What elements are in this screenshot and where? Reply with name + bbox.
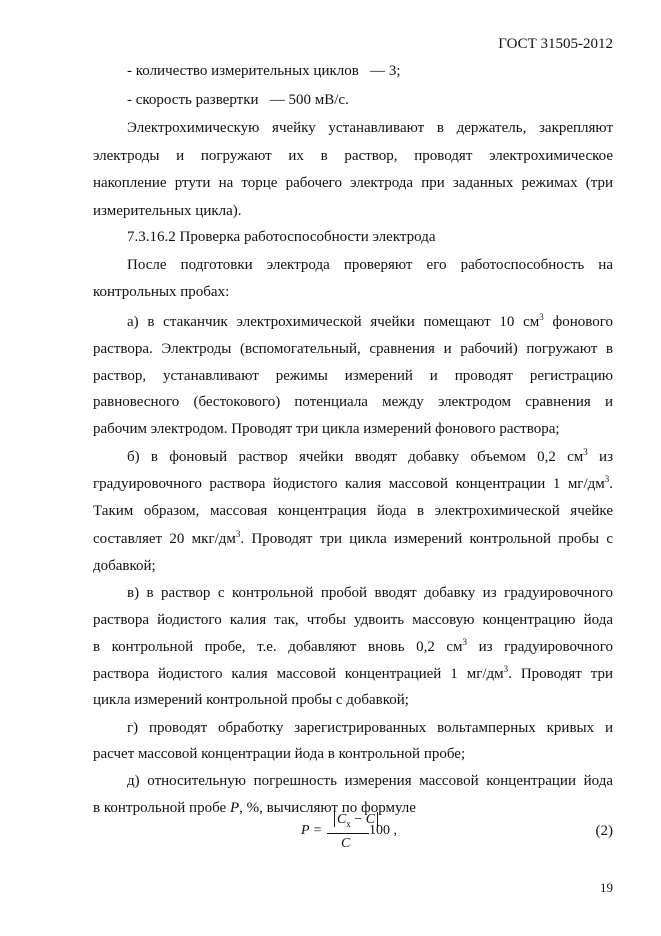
formula-relative-error (301, 812, 421, 862)
param-speed (127, 90, 349, 110)
item-c-line-2: раствора йодистого калия так, чтобы удвоить массовую концентрацию йода (93, 612, 613, 628)
item-a-line-4: равновесного (бестокового) потенциала между электродом сравнения и (93, 394, 613, 410)
item-d-line-2: расчет массовой концентрации йода в контрольной пробе; (93, 746, 466, 762)
item-c-line-1: в) в раствор с контрольной пробой вводят добавку из градуировочного (127, 585, 613, 601)
param-cycles (127, 61, 401, 81)
item-e-line-1: д) относительную погрешность измерения массовой концентрации йода (127, 773, 613, 789)
item-c-line-4: раствора йодистого калия массовой концентрацией 1 $мг/дм^3$. Проводят три (93, 664, 613, 682)
formula-numerator: $C_x - C$ (329, 812, 383, 829)
item-b-line-1: б) в фоновый раствор ячейки вводят добавку объемом 0,2 $см^3$ из (127, 447, 614, 465)
formula-tail: 100 , (369, 823, 397, 838)
document-code: ГОСТ 31505-2012 (498, 36, 613, 52)
item-c-line-5: цикла измерений контрольной пробы с добавкой; (93, 692, 409, 708)
item-b-line-3: Таким образом, массовая концентрация йода в электрохимической ячейке (93, 503, 613, 519)
cell-para-line-1: Электрохимическую ячейку устанавливают в держатель, закрепляют (127, 120, 613, 136)
item-b-line-2: градуировочного раствора йодистого калия массовой концентрации 1 $мг/дм^3$. (93, 474, 613, 492)
cell-para-line-3: накопление ртути на торце рабочего электрода при заданных режимах (три (93, 175, 613, 191)
item-d-line-1: г) проводят обработку зарегистрированных вольтамперных кривых и (127, 720, 613, 736)
item-a-line-2: раствора. Электроды (вспомогательный, сравнения и рабочий) погружают в (93, 341, 613, 357)
item-a-line-1: а) в стаканчик электрохимической ячейки помещают 10 $см^3$ фонового (127, 312, 613, 330)
intro-line-1: После подготовки электрода проверяют его работоспособность на (127, 257, 613, 273)
param-cycles-value: — 3; (370, 63, 401, 79)
formula-denominator: C (341, 836, 351, 851)
intro-line-2: контрольных пробах: (93, 284, 230, 300)
item-e-line-2: в контрольной пробе P, %, вычисляют по формуле (93, 800, 416, 816)
section-heading: 7.3.16.2 Проверка работоспособности электрода (127, 229, 436, 245)
cell-para-line-2: электроды и погружают их в раствор, проводят электрохимическое (93, 148, 613, 164)
item-b-line-4: составляет 20 мкг/$дм^3$. Проводят три цикла измерений контрольной пробы с (93, 529, 614, 547)
item-a-line-5: рабочим электродом. Проводят три цикла измерений фонового раствора; (93, 421, 560, 437)
cell-para-line-4: измерительных цикла). (93, 203, 242, 219)
formula-lhs: P = (301, 823, 323, 838)
page-number: 19 (600, 880, 613, 895)
formula-fraction-bar (327, 833, 369, 834)
param-speed-label: - скорость развертки (127, 92, 259, 108)
equation-number: (2) (595, 823, 613, 839)
item-c-line-3: в контрольной пробе, т.е. добавляют вновь 0,2 $см^3$ из градуировочного (93, 637, 613, 655)
param-speed-value: — 500 мВ/с. (269, 92, 349, 108)
item-b-line-5: добавкой; (93, 558, 156, 574)
item-a-line-3: раствор, устанавливают режимы измерений и проводят регистрацию (93, 368, 613, 384)
param-cycles-label: - количество измерительных циклов (127, 63, 359, 79)
